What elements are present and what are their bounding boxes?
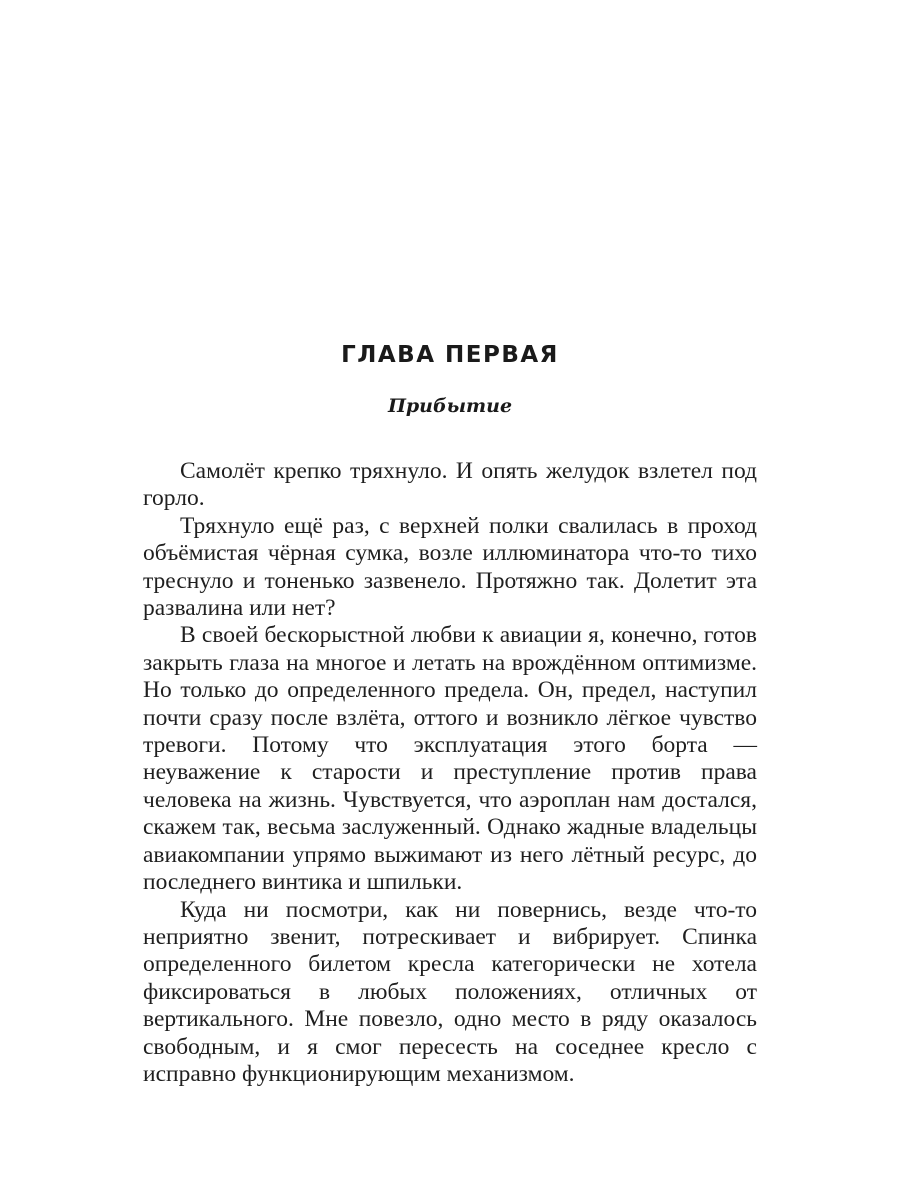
chapter-subtitle: Прибытие [387, 395, 513, 417]
chapter-body [143, 458, 757, 1088]
paragraph-2: Тряхнуло ещё раз, с верхней полки свалилась в проход объёмистая чёрная сумка, возле иллюминатора что-то тихо треснуло и тоненько зазвенело. Протяжно так. Долетит эта развалина или нет? [143, 512, 757, 622]
paragraph-3: В своей бескорыстной любви к авиации я, конечно, готов закрыть глаза на многое и летать на врождённом оптимизме. Но только до определенного предела. Он, предел, наступил почти сразу после взлёта, оттого и возникло лёгкое чувство тревоги. Потому что эксплуатация этого борта — неуважение к старости и преступление против права человека на жизнь. Чувствуется, что аэроплан нам достался, скажем так, весьма заслуженный. Однако жадные владельцы авиакомпании упрямо выжимают из него лётный ресурс, до последнего винтика и шпильки. [143, 622, 757, 896]
paragraph-4: Куда ни посмотри, как ни повернись, везде что-то неприятно звенит, потрескивает и вибрирует. Спинка определенного билетом кресла категорически не хотела фиксироваться в любых положениях, отличных от вертикального. Мне повезло, одно место в ряду оказалось свободным, и я смог пересесть на соседнее кресло с исправно функционирующим механизмом. [143, 896, 757, 1087]
chapter-title: ГЛАВА ПЕРВАЯ [341, 342, 559, 368]
paragraph-1: Самолёт крепко тряхнуло. И опять желудок взлетел под горло. [143, 458, 757, 512]
